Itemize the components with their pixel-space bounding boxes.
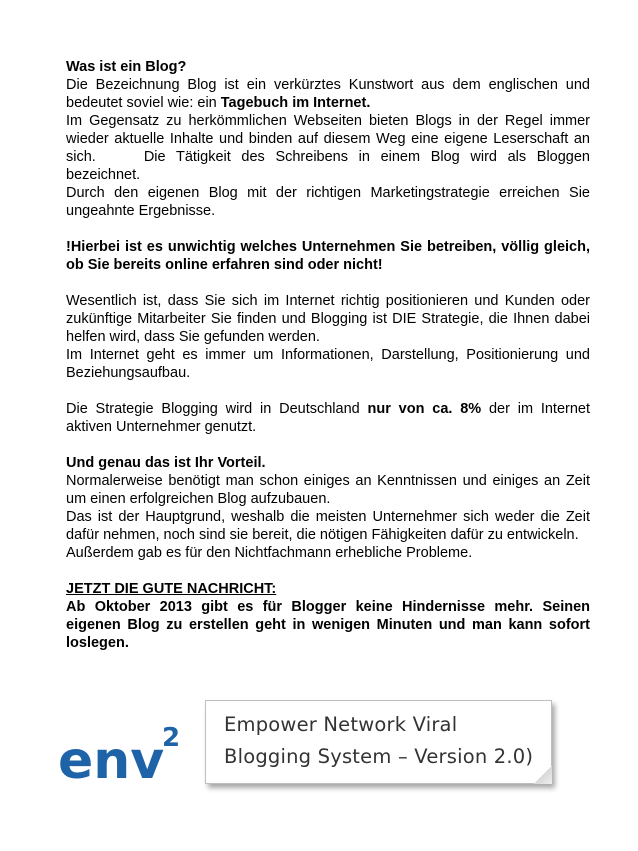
statistics-text-b: der im Internet aktiven Unternehmer genutzt. — [66, 401, 590, 435]
paragraph-knowledge: Normalerweise benötigt man schon einiges an Kenntnissen und einiges an Zeit um einen erfolgreichen Blog aufzubauen. — [66, 473, 590, 507]
paragraph-positioning: Wesentlich ist, dass Sie sich im Internet richtig positionieren und Kunden oder zukünftige Mitarbeiter Sie finden und Blogging ist DIE Strategie, die Ihnen dabei helfen wird, dass Sie gefunden werden. — [66, 293, 590, 345]
paragraph-internet-info: Im Internet geht es immer um Informationen, Darstellung, Positionierung und Beziehungsaufbau. — [66, 347, 590, 381]
blog-difference-text: Im Gegensatz zu herkömmlichen Webseiten bieten Blogs in der Regel immer wieder aktuelle Inhalte und binden auf diesem Weg eine eigene Leserschaft an sich. — [66, 113, 590, 165]
paragraph-advantage: Und genau das ist Ihr Vorteil. — [66, 455, 266, 471]
logo-text: env — [58, 731, 165, 791]
env2-logo-graphic — [58, 716, 188, 796]
blog-definition-bold: Tagebuch im Internet. — [220, 95, 371, 111]
blog-activity-text: Die Tätigkeit des Schreibens in einem Blog wird als Bloggen bezeichnet. — [66, 149, 590, 183]
paragraph-statistics — [66, 400, 590, 436]
statistics-bold: nur von ca. 8% — [367, 401, 482, 417]
good-news-heading: JETZT DIE GUTE NACHRICHT: — [66, 581, 277, 597]
article-body — [66, 58, 590, 652]
paragraph-problems: Außerdem gab es für den Nichtfachmann erhebliche Probleme. — [66, 545, 473, 561]
blog-definition-text: Die Bezeichnung Blog ist ein verkürztes Kunstwort aus dem englischen und bedeutet soviel wie: ein — [66, 77, 590, 111]
statistics-text-a: Die Strategie Blogging wird in Deutschland — [66, 401, 368, 417]
paragraph-company-note: !Hierbei ist es unwichtig welches Unternehmen Sie betreiben, völlig gleich, ob Sie bereits online erfahren sind oder nicht! — [66, 239, 590, 273]
article-heading: Was ist ein Blog? — [66, 59, 187, 75]
logo-superscript: 2 — [162, 723, 181, 753]
banner-line-2: Blogging System – Version 2.0) — [224, 745, 534, 768]
env2-logo-icon — [58, 716, 188, 796]
paragraph-blog-definition — [66, 76, 590, 112]
banner-card — [205, 700, 552, 784]
page-curl-decoration — [534, 766, 552, 784]
paragraph-good-news: Ab Oktober 2013 gibt es für Blogger keine Hindernisse mehr. Seinen eigenen Blog zu erstellen geht in wenigen Minuten und man kann sofort loslegen. — [66, 599, 590, 651]
paragraph-main-reason: Das ist der Hauptgrund, weshalb die meisten Unternehmer sich weder die Zeit dafür nehmen, noch sind sie bereit, die nötigen Fähigkeiten dafür zu entwickeln. — [66, 509, 590, 543]
banner-line-1: Empower Network Viral — [224, 713, 458, 736]
paragraph-blog-difference — [66, 112, 590, 184]
paragraph-results: Durch den eigenen Blog mit der richtigen Marketingstrategie erreichen Sie ungeahnte Ergebnisse. — [66, 185, 590, 219]
